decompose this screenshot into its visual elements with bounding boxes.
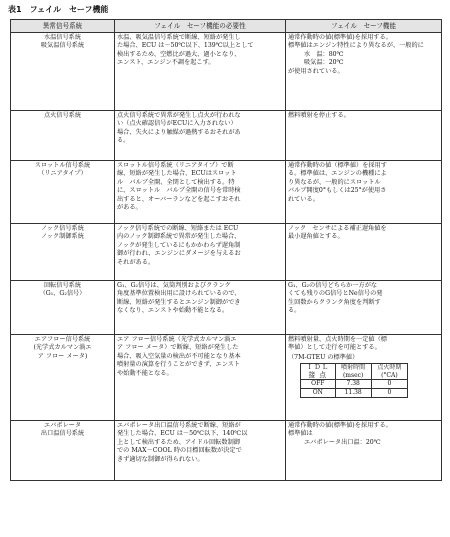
sub-header-ignition: 点火時期 (°CA) [371,364,407,380]
sub-header-injection: 噴射時間 (msec) [335,364,371,380]
need-cell: 点火信号系統で異常が発生し点火が行われな い（点火確認信号がECUに入力されない） 場合、失火により触媒が過熱するおそれがあ る。 [115,111,286,161]
need-cell: 水温、吸気温信号系統で断線、短絡が発生し た場合、ECU は－50℃以下、139℃以上として 検出するため、空燃比が過大、過小となり、 エンスト、エンジン不調を起こす。 [115,33,286,111]
sub-row: OFF 7.38 0 [301,380,408,389]
table-header-row [11,20,442,33]
function-cell: ノック センサによる補正遅角値を 最小遅角値とする。 [286,224,442,281]
system-cell: スロットル信号系統 （リニアタイプ） [11,161,115,224]
sub-header-idl: ＩＤＬ 接 点 [301,364,336,380]
need-cell: スロットル信号系統（リニアタイプ）で断 線、短絡が発生した場合、ECUはスロット ル バルブ全開、全閉として検出する。特 に、スロットル バルブ全開の信号を常時検 出すると、オーバーランなどを起こすおそれ がある。 [115,161,286,224]
need-cell: G₁、G₂信号は、気筒判別およびクランク 角度基準位置検出用に設けられているので、 断線、短絡が発生するとエンジン制御ができ なくなり、エンストや始動不能となる。 [115,281,286,335]
fail-safe-table [10,19,442,481]
function-cell: 燃料噴射を停止する。 [286,111,442,161]
header-function: フェイル セーフ機能 [286,20,442,33]
function-cell: 燃料噴射量、点火時期を一定値（標 準値）として走行を可能とする。 （7M-GTEU の標準値） ＩＤＬ 接 点 噴射時間 (msec) 点火時期 (°CA) OFF 7.38 0 ON 11.38 0 [286,335,442,421]
table-number: 表1 [8,5,22,14]
sub-row: ON 11.38 0 [301,389,408,398]
system-cell: 回転信号系統 （G₁、G₂信号） [11,281,115,335]
table-row [11,281,442,335]
table-caption [8,4,108,15]
table-row [11,33,442,111]
need-cell: エバポレータ出口温信号系統で断線、短絡が 発生した場合、ECU は－50℃以下、140℃以 上として検出するため、アイドル回転数制御 での MAX－COOL 時の目標回転数が決定で きず適切な制御が得られない。 [115,421,286,481]
header-need: フェイル セーフ機能の必要性 [115,20,286,33]
system-cell: 水温信号系統 吸気温信号系統 [11,33,115,111]
system-cell: エバポレータ 出口温信号系統 [11,421,115,481]
table-row [11,335,442,421]
system-cell: ノック信号系統 ノック制御系統 [11,224,115,281]
need-cell: ノック信号系統での断線、短絡または ECU 内のノック制御系統で異常が発生した場合、 ノックが発生しているにもかかわらず遅角制 御が行われ、エンジンにダメージを与えるお それがある。 [115,224,286,281]
sub-header-row [301,364,408,380]
function-cell: G₁、G₂の信号どちらか一方がな くても残りのG信号とNe信号の発 生回数からクランク角度を判断す る。 [286,281,442,335]
table-row [11,161,442,224]
function-cell: 通常作動時の値(標準値)を採用する。 標準値はエンジン特性により異なるが、一般的に 水 温：80℃ 吸気温：20℃ が使用されている。 [286,33,442,111]
standard-values-table [300,363,408,397]
function-cell: 通常作動時の値（標準値）を採用す る。標準値は、エンジンの機種によ り異なるが、一般的にスロットル バルブ開度0°もしくは25°が使用さ れている。 [286,161,442,224]
header-system: 異常信号系統 [11,20,115,33]
function-cell: 通常作動時の値(標準値)を採用する。 標準値は エバポレータ出口温：20℃ [286,421,442,481]
table-row [11,111,442,161]
standard-values-subtitle: （7M-GTEU の標準値） [288,353,359,361]
table-row [11,224,442,281]
table-title: フェイル セーフ機能 [29,5,109,14]
table-row [11,421,442,481]
system-cell: エアフロー信号系統 (光学式カルマン渦エ ア フロー メータ) [11,335,115,421]
need-cell: エア フロー信号系統（光学式カルマン渦エ ア フロー メータ）で断線、短絡が発生した 場合、吸入空気量の検出が不可能となり基本 噴射量の演算を行うことができず、エンスト や始動不能となる。 [115,335,286,421]
system-cell: 点火信号系統 [11,111,115,161]
